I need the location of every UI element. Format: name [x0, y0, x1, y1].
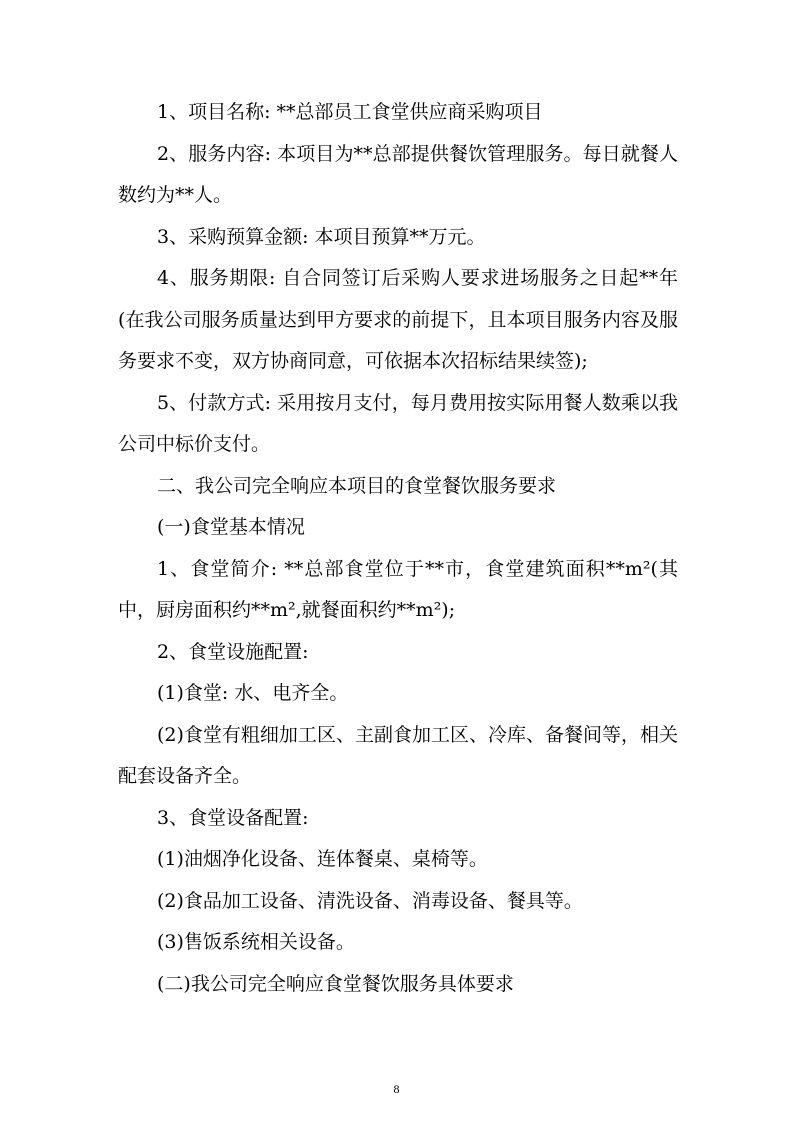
list-item-facility-2: (2)食堂有粗细加工区、主副食加工区、冷库、备餐间等，相关配套设备齐全。: [118, 723, 678, 787]
paragraph-canteen-intro: 1、食堂简介: **总部食堂位于**市，食堂建筑面积**m²(其中，厨房面积约**m²,就餐面积约**m²);: [118, 557, 678, 621]
page-number: 8: [393, 1082, 400, 1096]
paragraph-payment-method: 5、付款方式: 采用按月支付，每月费用按实际用餐人数乘以我公司中标价支付。: [118, 391, 678, 455]
list-item-equipment-2: (2)食品加工设备、清洗设备、消毒设备、餐具等。: [157, 889, 583, 912]
paragraph-budget: 3、采购预算金额: 本项目预算**万元。: [157, 225, 486, 248]
paragraph-service-content: 2、服务内容: 本项目为**总部提供餐饮管理服务。每日就餐人数约为**人。: [118, 142, 678, 206]
section-heading-2: 二、我公司完全响应本项目的食堂餐饮服务要求: [157, 474, 557, 497]
subsection-heading-2: (二)我公司完全响应食堂餐饮服务具体要求: [157, 972, 514, 995]
list-item-equipment-3: (3)售饭系统相关设备。: [157, 931, 355, 953]
list-item-facility-1: (1)食堂: 水、电齐全。: [157, 682, 349, 704]
subsection-heading-1: (一)食堂基本情况: [157, 516, 305, 538]
list-item-equipment-1: (1)油烟净化设备、连体餐桌、桌椅等。: [157, 848, 488, 870]
paragraph-equipment-config: 3、食堂设备配置:: [157, 806, 309, 829]
paragraph-service-period: 4、服务期限: 自合同签订后采购人要求进场服务之日起**年(在我公司服务质量达到甲方要求的前提下，且本项目服务内容及服务要求不变，双方协商同意，可依据本次招标结果续签);: [118, 267, 678, 372]
paragraph-facility-config: 2、食堂设施配置:: [157, 640, 309, 663]
paragraph-project-name: 1、项目名称: **总部员工食堂供应商采购项目: [157, 101, 543, 123]
document-body: [118, 92, 678, 1005]
